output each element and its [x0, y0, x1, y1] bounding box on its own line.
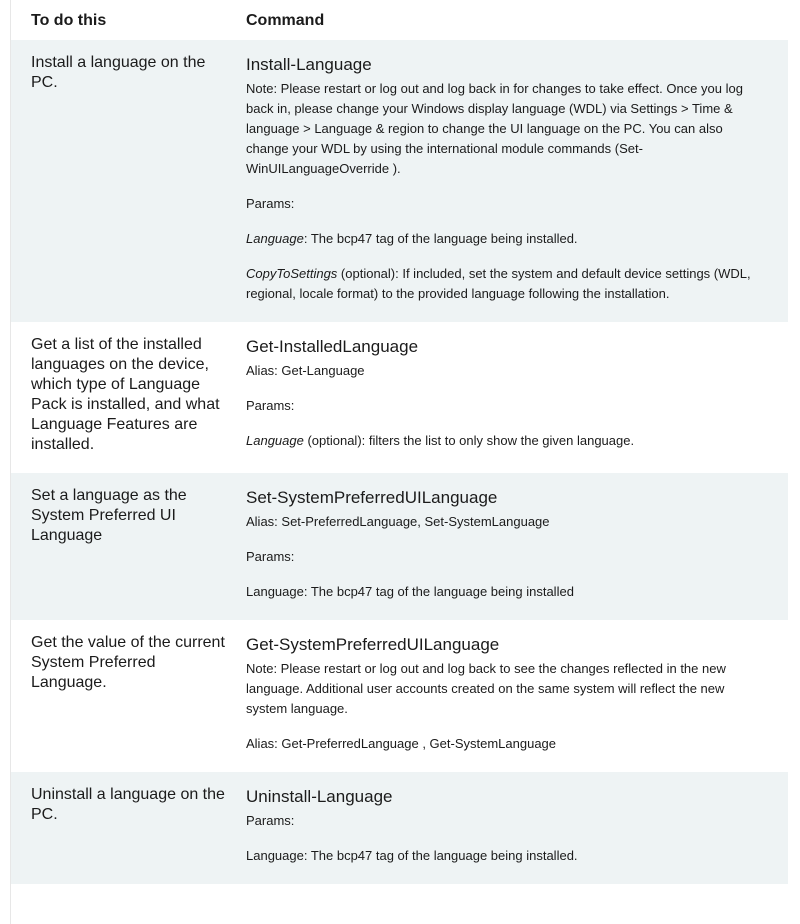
- command-detail: Language: The bcp47 tag of the language being installed.: [246, 231, 578, 246]
- task-cell: Install a language on the PC.: [31, 54, 206, 91]
- command-detail: Params:: [246, 196, 295, 211]
- task-cell: Uninstall a language on the PC.: [31, 786, 225, 823]
- command-detail: CopyToSettings (optional): If included, set the system and default device settings (WDL, regional, locale format) to the provided language following the installation.: [246, 266, 751, 301]
- command-cell: [241, 322, 788, 473]
- command-name: Set-SystemPreferredUILanguage: [246, 488, 498, 507]
- command-cell: [241, 40, 788, 322]
- command-detail: Params:: [246, 398, 295, 413]
- command-detail: Alias: Get-PreferredLanguage , Get-SystemLanguage: [246, 736, 557, 751]
- param-name: Language: [246, 231, 304, 246]
- param-name: Language: [246, 433, 304, 448]
- task-cell: Get a list of the installed languages on the device, which type of Language Pack is installed, and what Language Features are installed.: [31, 336, 220, 453]
- table-row: [11, 322, 788, 473]
- column-header-to-do-this: To do this: [31, 12, 107, 29]
- command-name: Install-Language: [246, 55, 372, 74]
- table-row: [11, 473, 788, 620]
- table-row: [11, 772, 788, 884]
- table-empty-row: [11, 884, 788, 924]
- command-detail: Alias: Set-PreferredLanguage, Set-SystemLanguage: [246, 514, 550, 529]
- command-detail: Note: Please restart or log out and log back in for changes to take effect. Once you log back in, please change your Windows display language (WDL) via Settings > Time & language > Language & region to change the UI language on the PC. You can also change your WDL by using the international module commands (Set-WinUILanguageOverride ).: [246, 81, 743, 176]
- param-name: CopyToSettings: [246, 266, 338, 281]
- command-cell: [241, 772, 788, 884]
- task-cell: Set a language as the System Preferred UI Language: [31, 487, 187, 544]
- command-detail: Params:: [246, 813, 295, 828]
- command-detail: Alias: Get-Language: [246, 363, 365, 378]
- table-header-row: [11, 0, 788, 40]
- table-row: [11, 620, 788, 772]
- command-detail: Params:: [246, 549, 295, 564]
- command-detail: Language: The bcp47 tag of the language being installed: [246, 584, 574, 599]
- command-detail: Language: The bcp47 tag of the language being installed.: [246, 848, 578, 863]
- table-row: [11, 40, 788, 322]
- command-name: Get-InstalledLanguage: [246, 337, 419, 356]
- task-cell: Get the value of the current System Preferred Language.: [31, 634, 225, 691]
- command-detail: Language (optional): filters the list to only show the given language.: [246, 433, 635, 448]
- command-detail: Note: Please restart or log out and log back to see the changes reflected in the new language. Additional user accounts created on the same system will reflect the new system language.: [246, 661, 726, 716]
- command-cell: [241, 473, 788, 620]
- command-name: Uninstall-Language: [246, 787, 393, 806]
- commands-table: [10, 0, 788, 924]
- column-header-command: Command: [246, 12, 325, 29]
- command-name: Get-SystemPreferredUILanguage: [246, 635, 500, 654]
- command-cell: [241, 620, 788, 772]
